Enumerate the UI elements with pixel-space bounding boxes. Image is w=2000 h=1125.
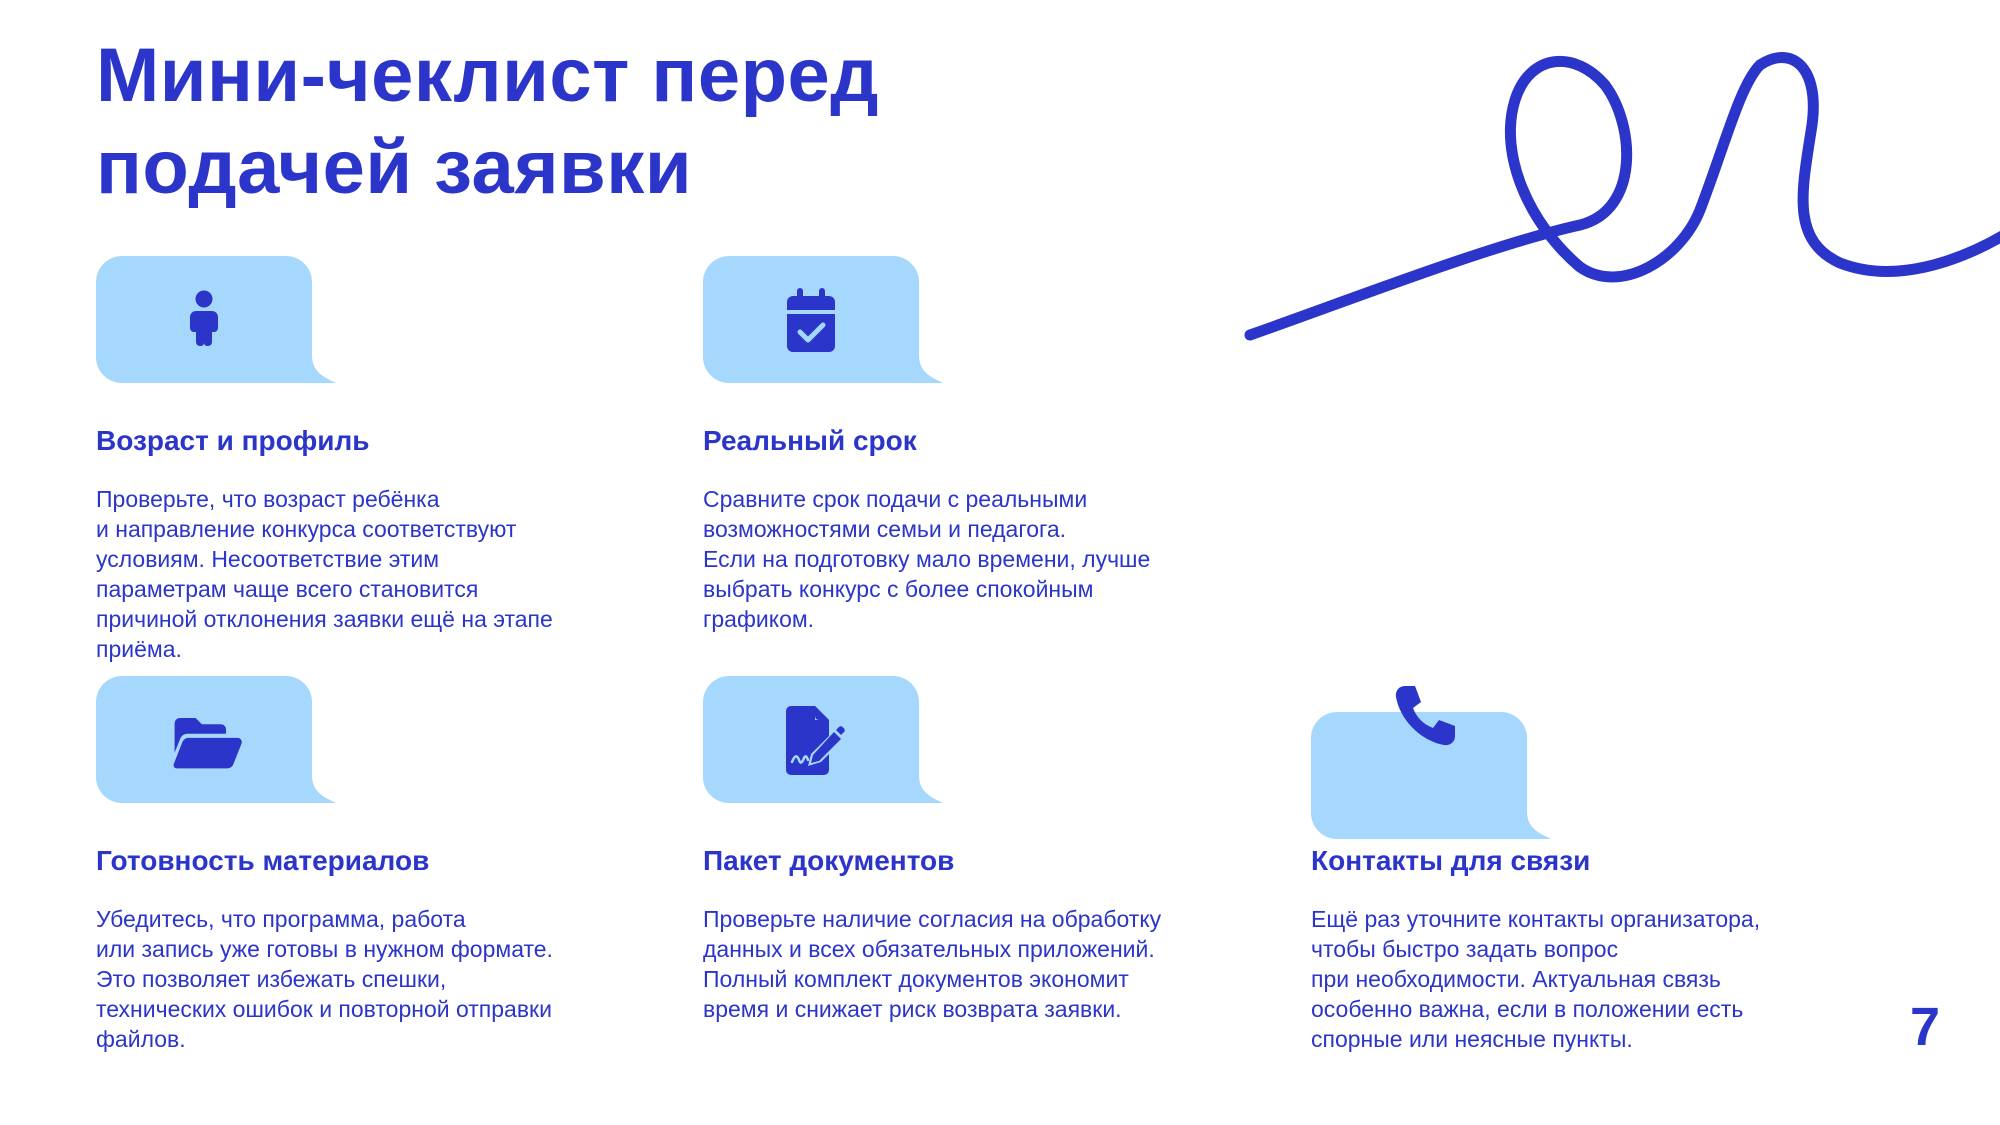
folder-open-icon — [162, 698, 246, 782]
squiggle-decoration — [1230, 45, 2000, 355]
signed-document-icon — [771, 700, 851, 780]
calendar-check-icon — [771, 280, 851, 360]
card-materials-ready — [96, 676, 636, 1052]
card-text: Проверьте, что возраст ребёнка и направление конкурса соответствуют условиям. Несоответствие этим параметрам чаще всего становится причиной отклонения заявки ещё на этапе приёма. — [96, 486, 553, 662]
card-real-deadline — [703, 256, 1243, 632]
card-title: Контакты для связи — [1311, 845, 1591, 876]
page-number: 7 — [1909, 997, 1940, 1057]
speech-bubble — [1311, 676, 1551, 804]
speech-bubble — [703, 676, 943, 804]
child-icon — [164, 280, 244, 360]
card-age-profile — [96, 256, 636, 662]
card-text: Сравните срок подачи с реальными возможностями семьи и педагога. Если на подготовку мало времени, лучше выбрать конкурс с более спокойным графиком. — [703, 486, 1151, 632]
card-text: Проверьте наличие согласия на обработку данных и всех обязательных приложений. Полный комплект документов экономит время и снижает риск возврата заявки. — [703, 906, 1162, 1022]
card-title: Реальный срок — [703, 425, 917, 456]
card-contacts — [1311, 676, 1851, 1052]
card-title: Возраст и профиль — [96, 425, 370, 456]
card-title: Пакет документов — [703, 845, 955, 876]
card-title: Готовность материалов — [96, 845, 430, 876]
speech-bubble — [96, 256, 336, 384]
slide-title: Мини-чеклист перед подачей заявки — [96, 33, 880, 210]
card-text: Ещё раз уточните контакты организатора, чтобы быстро задать вопрос при необходимости. Актуальная связь особенно важна, если в положении есть спорные или неясные пункты. — [1311, 906, 1761, 1052]
speech-bubble — [96, 676, 336, 804]
card-text: Убедитесь, что программа, работа или запись уже готовы в нужном формате. Это позволяет избежать спешки, технических ошибок и повторной отправки файлов. — [96, 906, 553, 1052]
card-documents-package — [703, 676, 1243, 1022]
speech-bubble — [703, 256, 943, 384]
phone-icon — [1383, 678, 1463, 758]
